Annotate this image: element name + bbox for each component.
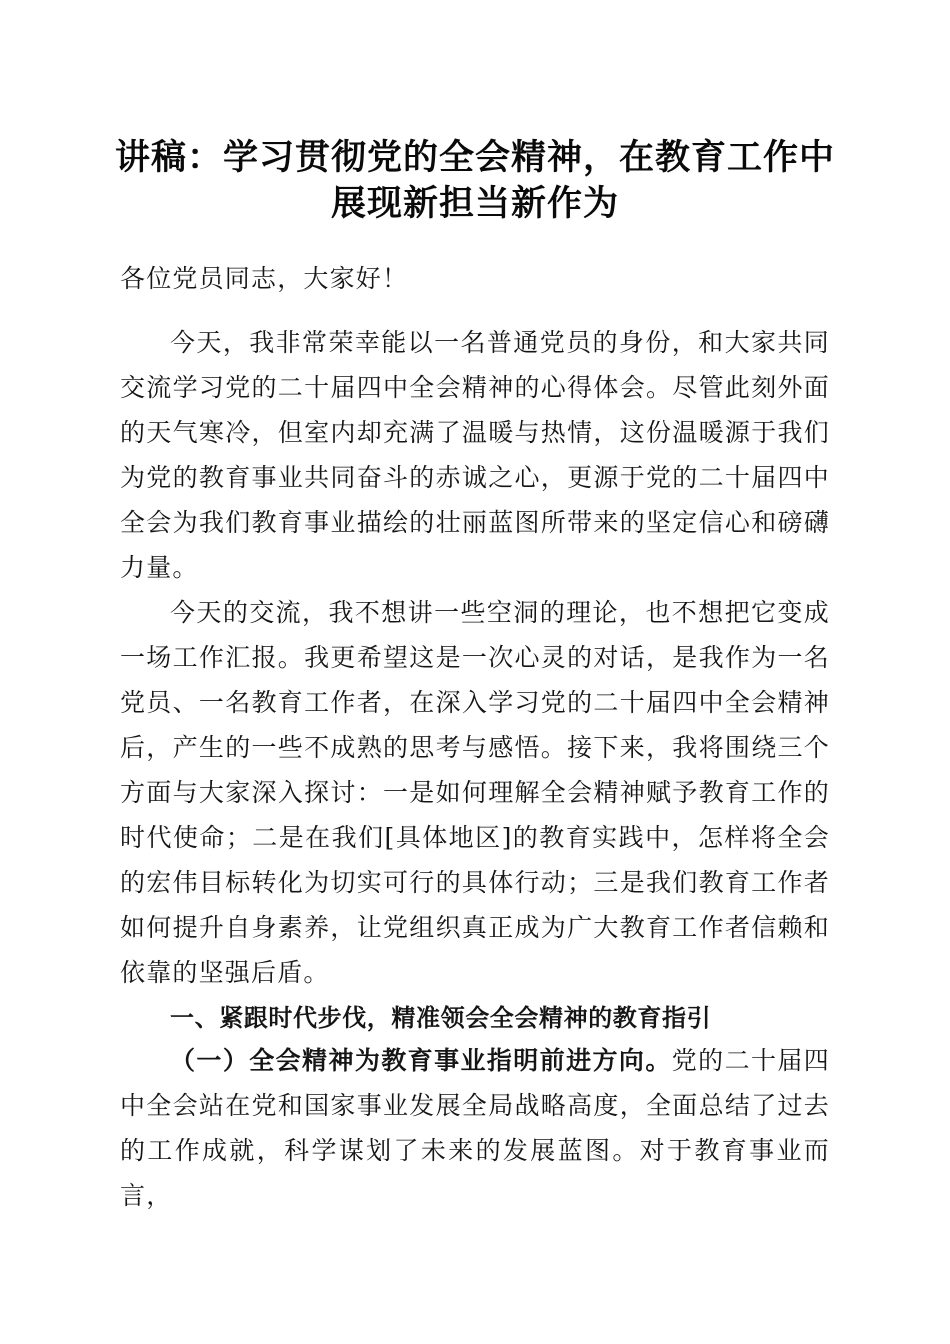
- paragraph-intro: 今天，我非常荣幸能以一名普通党员的身份，和大家共同交流学习党的二十届四中全会精神的心得体会。尽管此刻外面的天气寒冷，但室内却充满了温暖与热情，这份温暖源于我们为党的教育事业共同奋斗的赤诚之心，更源于党的二十届四中全会为我们教育事业描绘的壮丽蓝图所带来的坚定信心和磅礴力量。: [120, 328, 830, 582]
- document-title-line-1: 讲稿：学习贯彻党的全会精神，在教育工作中: [114, 138, 835, 178]
- document-title-line-2: 展现新担当新作为: [330, 184, 619, 224]
- paragraph-outline: 今天的交流，我不想讲一些空洞的理论，也不想把它变成一场工作汇报。我更希望这是一次心灵的对话，是我作为一名党员、一名教育工作者，在深入学习党的二十届四中全会精神后，产生的一些不成熟的思考与感悟。接下来，我将围绕三个方面与大家深入探讨：一是如何理解全会精神赋予教育工作的时代使命；二是在我们[具体地区]的教育实践中，怎样将全会的宏伟目标转化为切实可行的具体行动；三是我们教育工作者如何提升自身素养，让党组织真正成为广大教育工作者信赖和依靠的坚强后盾。: [120, 598, 830, 987]
- section-heading-1: 一、紧跟时代步伐，精准领会全会精神的教育指引: [170, 1004, 712, 1032]
- paragraph-subsection-1: [120, 1038, 830, 1218]
- greeting: 各位党员同志，大家好！: [120, 264, 409, 293]
- subsection-heading-1: （一）全会精神为教育事业指明前进方向。: [170, 1046, 672, 1075]
- subsection-text-1: 党的二十届四中全会站在党和国家事业发展全局战略高度，全面总结了过去的工作成就，科学谋划了未来的发展蓝图。对于教育事业而言，: [120, 1046, 830, 1210]
